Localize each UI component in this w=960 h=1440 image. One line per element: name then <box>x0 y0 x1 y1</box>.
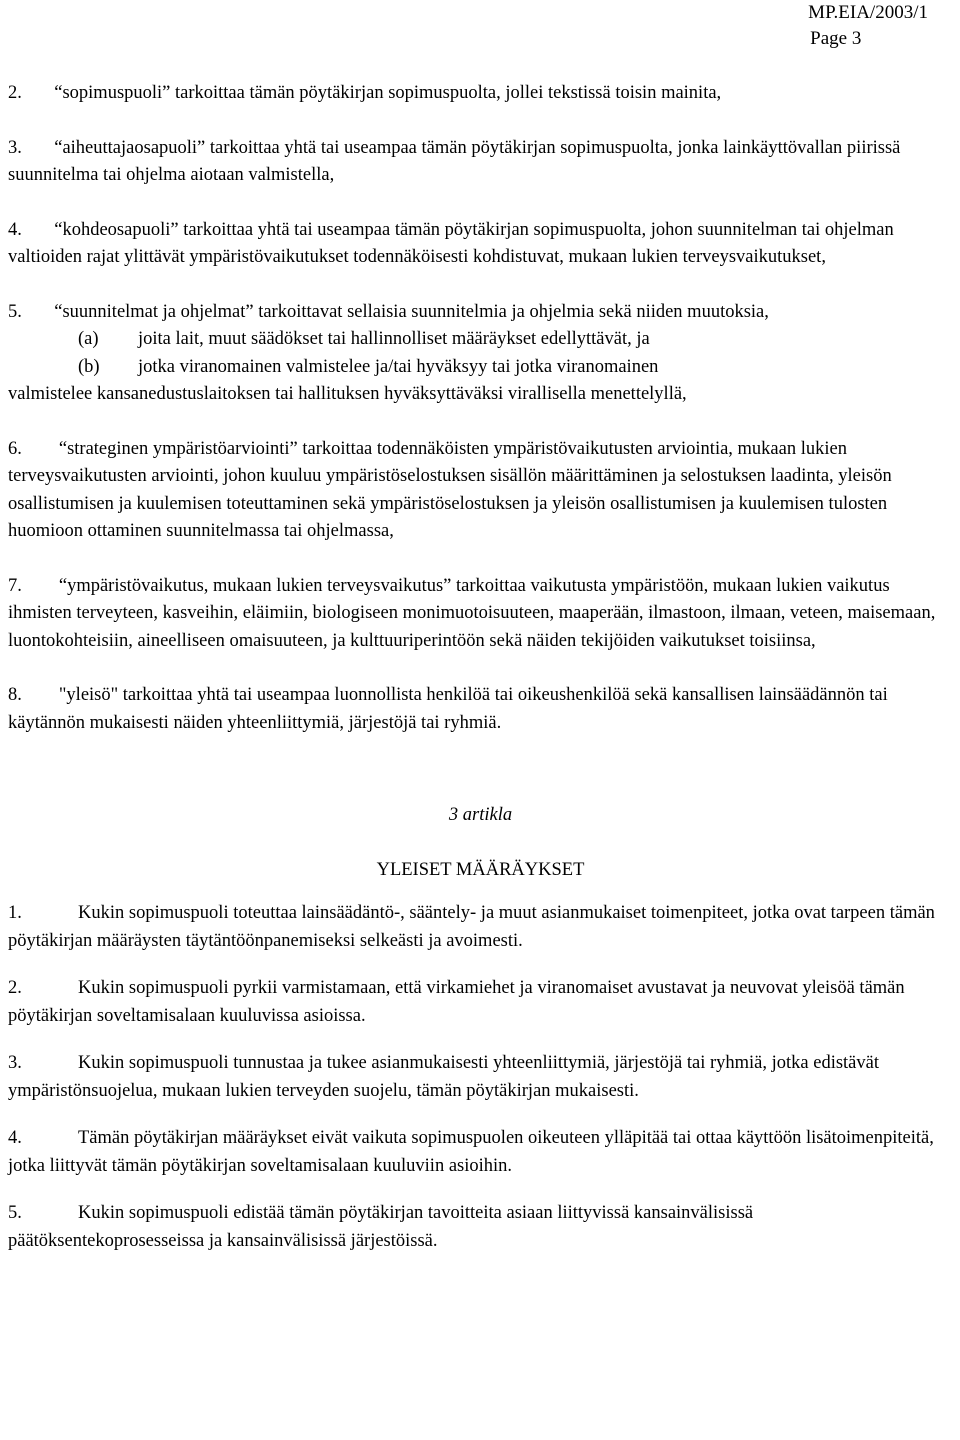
page-header <box>810 0 928 52</box>
article-paragraph-3-text: Kukin sopimuspuoli tunnustaa ja tukee asianmukaisesti yhteenliittymiä, järjestöjä tai ryhmiä, jotka edistävät ympäristönsuojelua, mukaan lukien terveyden suojelu, tämän pöytäkirjan mukaisesti. <box>8 1053 879 1101</box>
item-a-text: joita lait, muut säädökset tai hallinnolliset määräykset edellyttävät, ja <box>138 329 650 349</box>
item-b-letter: (b) <box>78 356 100 377</box>
definition-5 <box>8 299 953 409</box>
article-number: 3 artikla <box>448 805 513 825</box>
definition-5-tail: valmistelee kansanedustuslaitoksen tai hallituksen hyväksyttäväksi virallisella menettelyllä, <box>8 384 687 404</box>
article-paragraph-4-number: 4. <box>8 1128 22 1148</box>
article-paragraph-2-text: Kukin sopimuspuoli pyrkii varmistamaan, että virkamiehet ja viranomaiset avustavat ja neuvovat yleisöä tämän pöytäkirjan soveltamisalaan kuuluvissa asioissa. <box>8 978 905 1026</box>
article-paragraph-2 <box>8 975 953 1030</box>
page-number: Page 3 <box>810 28 862 49</box>
definition-7 <box>8 573 953 656</box>
article-paragraph-3 <box>8 1050 953 1105</box>
article-heading: YLEISET MÄÄRÄYKSET <box>376 859 585 880</box>
definition-4-number: 4. <box>8 219 22 240</box>
definition-5-item-b <box>8 354 953 382</box>
definition-5-intro: “suunnitelmat ja ohjelmat” tarkoittavat sellaisia suunnitelmia ja ohjelmia sekä niiden muutoksia, <box>54 301 769 322</box>
definition-5-number: 5. <box>8 301 22 322</box>
definition-6-number: 6. <box>8 438 22 459</box>
definition-2-text: “sopimuspuoli” tarkoittaa tämän pöytäkirjan sopimuspuolta, jollei tekstissä toisin mainita, <box>54 83 722 103</box>
item-a-letter: (a) <box>78 329 99 349</box>
definition-7-number: 7. <box>8 575 22 596</box>
definition-3 <box>8 135 953 190</box>
definition-3-text: “aiheuttajaosapuoli” tarkoittaa yhtä tai useampaa tämän pöytäkirjan sopimuspuolta, jonka lainkäyttövallan piirissä suunnitelma tai ohjelma aiotaan valmistella, <box>8 137 901 185</box>
article-paragraph-2-number: 2. <box>8 978 22 998</box>
definition-4 <box>8 217 953 272</box>
definition-8 <box>8 682 953 737</box>
article-paragraph-5-text: Kukin sopimuspuoli edistää tämän pöytäkirjan tavoitteita asiaan liittyvissä kansainvälisissä päätöksentekoprosesseissa ja kansainvälisissä järjestöissä. <box>8 1203 754 1251</box>
article-paragraph-3-number: 3. <box>8 1053 22 1073</box>
article-paragraph-4-text: Tämän pöytäkirjan määräykset eivät vaikuta sopimuspuolen oikeuteen ylläpitää tai ottaa käyttöön lisätoimenpiteitä, jotka liittyvät tämän pöytäkirjan soveltamisalaan kuuluviin asioihin. <box>8 1128 934 1176</box>
document-body <box>8 80 953 1255</box>
document-reference: MP.EIA/2003/1 <box>808 2 928 23</box>
definition-2-number: 2. <box>8 83 22 103</box>
article-paragraph-4 <box>8 1125 953 1180</box>
definition-8-number: 8. <box>8 685 22 705</box>
definition-8-text: "yleisö" tarkoittaa yhtä tai useampaa luonnollista henkilöä tai oikeushenkilöä sekä kansallisen lainsäädännön tai käytännön mukaisesti näiden yhteenliittymiä, järjestöjä tai ryhmiä. <box>8 685 888 733</box>
article-paragraph-1 <box>8 900 953 955</box>
article-paragraph-5-number: 5. <box>8 1203 22 1223</box>
definition-2 <box>8 80 953 108</box>
definition-3-number: 3. <box>8 137 22 158</box>
definition-5-item-a <box>8 326 953 354</box>
article-paragraph-1-number: 1. <box>8 903 22 923</box>
definition-6-text: “strateginen ympäristöarviointi” tarkoittaa todennäköisten ympäristövaikutusten arviointia, mukaan lukien terveysvaikutusten arviointi, johon kuuluu ympäristöselostuksen sisällön määrittäminen ja selostuksen laadinta, yleisön osallistumisen ja kuulemisen toteuttaminen sekä ympäristöselostuksen ja yleisön osallistumisen ja kuulemisen tulosten huomioon ottaminen suunnitelmassa tai ohjelmassa, <box>8 438 892 541</box>
definition-6 <box>8 436 953 546</box>
article-paragraph-1-text: Kukin sopimuspuoli toteuttaa lainsäädäntö-, sääntely- ja muut asianmukaiset toimenpiteet, jotka ovat tarpeen tämän pöytäkirjan määräysten täytäntöönpanemiseksi selkeästi ja avoimesti. <box>8 903 935 951</box>
definition-7-text: “ympäristövaikutus, mukaan lukien terveysvaikutus” tarkoittaa vaikutusta ympäristöön, mukaan lukien vaikutus ihmisten terveyteen, kasveihin, eläimiin, biologiseen monimuotoisuuteen, maaperään, ilmastoon, ilmaan, veteen, maisemaan, luontokohteisiin, aineelliseen omaisuuteen, ja kulttuuriperintöön sekä näiden tekijöiden vaikutukset toisiinsa, <box>8 575 936 651</box>
article-paragraph-5 <box>8 1200 953 1255</box>
definition-4-text: “kohdeosapuoli” tarkoittaa yhtä tai useampaa tämän pöytäkirjan sopimuspuolta, johon suunnitelman tai ohjelman valtioiden rajat ylittävät ympäristövaikutukset todennäköisesti kohdistuvat, mukaan lukien terveysvaikutukset, <box>8 219 894 267</box>
item-b-text: jotka viranomainen valmistelee ja/tai hyväksyy tai jotka viranomainen <box>138 356 659 377</box>
